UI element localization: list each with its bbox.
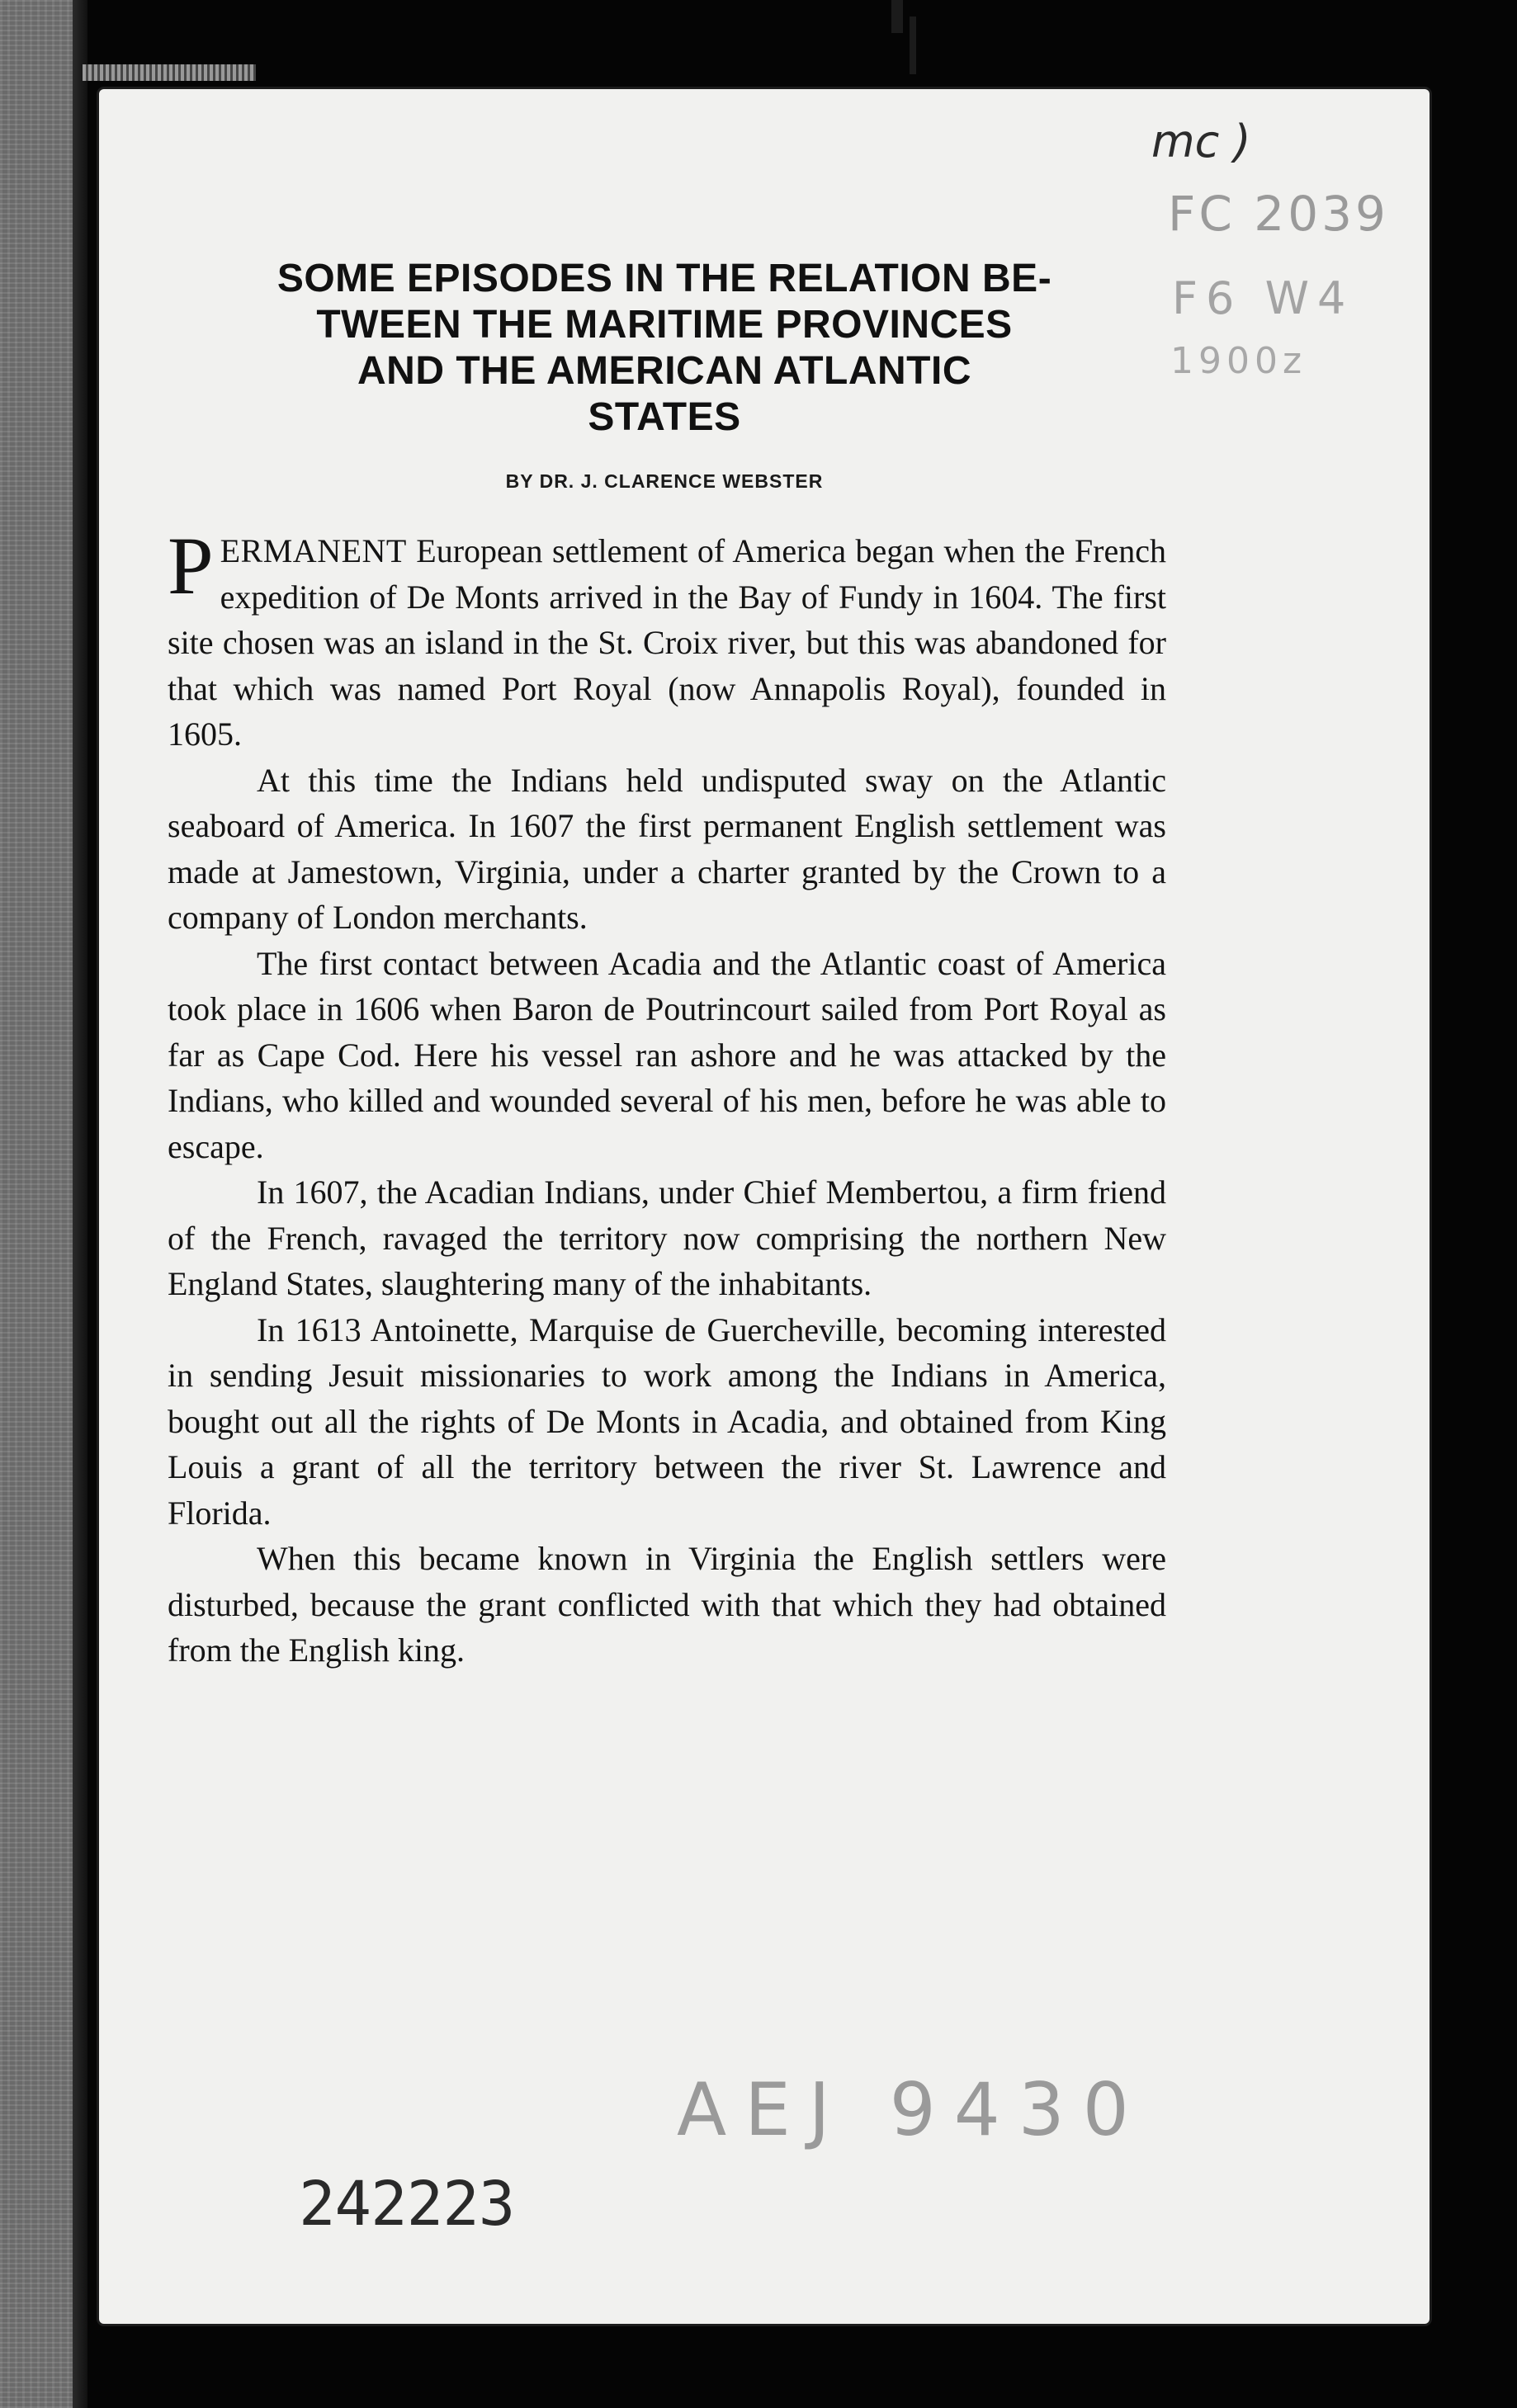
scan-speck (891, 0, 903, 33)
article-title (165, 256, 1164, 441)
title-line-4: STATES (588, 395, 741, 439)
handwritten-mark: mc ) (1151, 116, 1251, 168)
paragraph-4: In 1607, the Acadian Indians, under Chief Membertou, a firm friend of the French, ravaged the territory now comprising the northern New England States, slaughtering many of the inhabitants. (168, 1173, 1166, 1302)
drop-cap: P (168, 520, 214, 611)
lead-word: ERMANENT (220, 532, 407, 569)
paragraph-1 (168, 520, 1166, 758)
title-line-1: SOME EPISODES IN THE RELATION BE- (276, 257, 1052, 300)
paragraph-1-text: European settlement of America began when the French expedition of De Monts arrived in the Bay of Fundy in 1604. The first site chosen was an island in the St. Croix river, but this was abandoned for that which was named Port Royal (now Annapolis Royal), founded in 1605. (168, 532, 1166, 753)
paragraph-6: When this became known in Virginia the English settlers were disturbed, because the grant conflicted with that which they had obtained from the English king. (168, 1540, 1166, 1669)
stamped-number: 242223 (299, 2169, 515, 2240)
call-number-line-1: FC 2039 (1168, 186, 1389, 242)
title-line-3: AND THE AMERICAN ATLANTIC (357, 349, 971, 393)
book-binding (0, 0, 73, 2408)
call-number-line-3: 1900z (1170, 340, 1307, 382)
binding-edge (73, 0, 87, 2408)
article-body (168, 520, 1166, 1674)
call-number-line-2: F6 W4 (1172, 272, 1354, 324)
title-line-2: TWEEN THE MARITIME PROVINCES (316, 303, 1013, 347)
author-byline: BY DR. J. CLARENCE WEBSTER (505, 470, 824, 492)
handwritten-accession: AEJ 9430 (677, 2067, 1147, 2152)
paragraph-2: At this time the Indians held undisputed sway on the Atlantic seaboard of America. In 1607 the first permanent English settlement was made at Jamestown, Virginia, under a charter granted by the Crown to a company of London merchants. (168, 761, 1166, 936)
paragraph-5: In 1613 Antoinette, Marquise de Guercheville, becoming interested in sending Jesuit missionaries to work among the Indians in America, bought out all the rights of De Monts in Acadia, and obtained from King Louis a grant of all the territory between the river St. Lawrence and Florida. (168, 1310, 1166, 1532)
scan-speck (910, 17, 916, 74)
paragraph-3: The first contact between Acadia and the Atlantic coast of America took place in 1606 when Baron de Poutrincourt sailed from Port Royal as far as Cape Cod. Here his vessel ran ashore and he was attacked by the Indians, who killed and wounded several of his men, before he was able to escape. (168, 944, 1166, 1165)
top-edge-strip (83, 64, 256, 81)
